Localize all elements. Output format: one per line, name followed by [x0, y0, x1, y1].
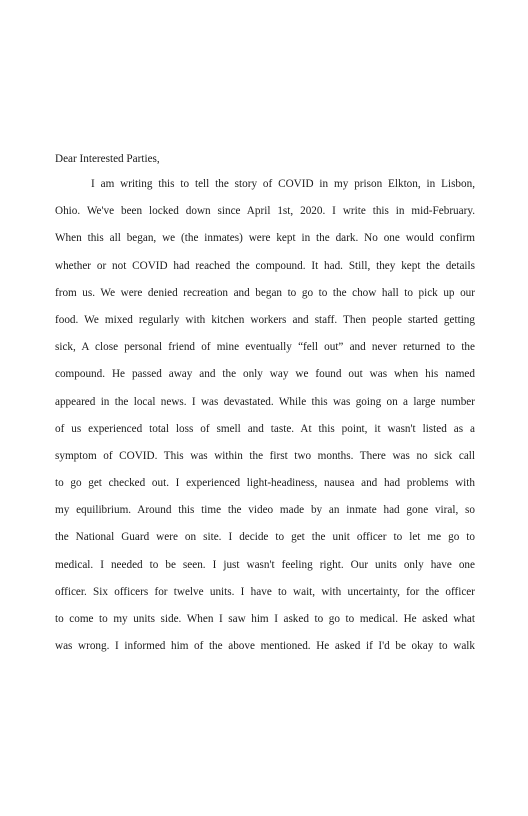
letter-line: from us. We were denied recreation and began to go to the chow hall to pick up our	[55, 286, 475, 299]
letter-line: was wrong. I informed him of the above mentioned. He asked if I'd be okay to walk	[55, 640, 475, 653]
letter-line: the National Guard were on site. I decide to get the unit officer to let me go to	[55, 531, 475, 544]
letter-line: to go get checked out. I experienced light-headiness, nausea and had problems with	[55, 477, 475, 490]
letter-line: appeared in the local news. I was devastated. While this was going on a large number	[55, 395, 475, 408]
letter-line: to come to my units side. When I saw him I asked to go to medical. He asked what	[55, 613, 475, 625]
letter-line: sick, A close personal friend of mine eventually “fell out” and never returned to the	[55, 341, 475, 354]
letter-body	[55, 152, 475, 666]
letter-line: symptom of COVID. This was within the first two months. There was no sick call	[55, 449, 475, 462]
letter-line: When this all began, we (the inmates) were kept in the dark. No one would confirm	[55, 232, 475, 245]
letter-line: food. We mixed regularly with kitchen workers and staff. Then people started getting	[55, 313, 475, 326]
letter-line: my equilibrium. Around this time the video made by an inmate had gone viral, so	[55, 504, 475, 517]
letter-line: medical. I needed to be seen. I just wasn't feeling right. Our units only have one	[55, 558, 475, 571]
salutation: Dear Interested Parties,	[55, 153, 160, 165]
letter-line: officer. Six officers for twelve units. I have to wait, with uncertainty, for the officer	[55, 585, 475, 598]
letter-line: whether or not COVID had reached the compound. It had. Still, they kept the details	[55, 259, 475, 272]
letter-line: I am writing this to tell the story of COVID in my prison Elkton, in Lisbon,	[91, 178, 475, 190]
letter-line: of us experienced total loss of smell and taste. At this point, it wasn't listed as a	[55, 422, 475, 435]
letter-line: compound. He passed away and the only way we found out was when his named	[55, 368, 475, 381]
letter-line: Ohio. We've been locked down since April 1st, 2020. I write this in mid-February.	[55, 205, 475, 218]
